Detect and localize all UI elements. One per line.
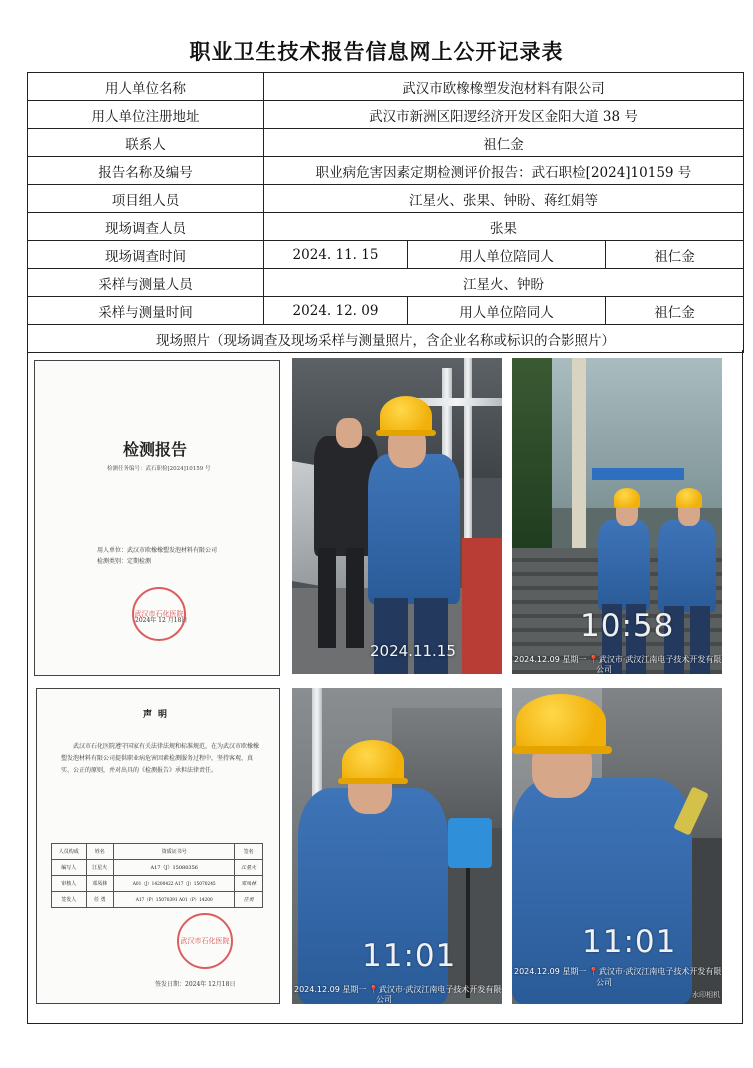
- report-cover-photo: [34, 360, 280, 676]
- signature-cell: 任勇: [235, 892, 263, 908]
- cover-stamp-text: 武汉市石化医院: [134, 610, 184, 618]
- row-report: [28, 157, 744, 185]
- table-cell: 任 勇: [86, 892, 114, 908]
- row-photos-header: [28, 325, 744, 353]
- declaration-table-header: [52, 844, 263, 860]
- sampling-photo-2: [512, 688, 722, 1004]
- label-survey-staff: 现场调查人员: [28, 213, 264, 241]
- cover-stamp: [132, 587, 186, 641]
- sampling-photo-1-stamp: [294, 984, 501, 995]
- declaration-header-sign: 签名: [235, 844, 263, 860]
- value-sampling-companion: 祖仁金: [606, 297, 744, 325]
- declaration-table: [51, 843, 263, 908]
- sampling-photo-2-stamp: [514, 966, 721, 977]
- survey-photo: [292, 358, 502, 674]
- row-sampling-staff: [28, 269, 744, 297]
- value-contact: 祖仁金: [264, 129, 744, 157]
- value-report: 职业病危害因素定期检测评价报告：武石职检[2024]10159 号: [264, 157, 744, 185]
- sampling-photo-1-date: 2024.12.09: [294, 985, 340, 994]
- declaration-stamp-text: 武汉市石化医院: [180, 937, 230, 945]
- label-sampling-time: 采样与测量时间: [28, 297, 264, 325]
- cover-employer: 用人单位：武汉市欧橡橡塑发泡材料有限公司: [97, 547, 218, 554]
- table-cell: 编写人: [52, 860, 87, 876]
- group-photo-time: 10:58: [580, 608, 675, 644]
- location-pin-icon: 📍: [368, 985, 379, 994]
- sampling-photo-2-weekday: 星期一: [562, 967, 587, 976]
- photos-header: 现场照片（现场调查及现场采样与测量照片，含企业名称或标识的合影照片）: [28, 325, 744, 353]
- sampling-photo-1-location: 武汉市·武汉江南电子技术开发有限: [378, 985, 502, 994]
- value-survey-time: 2024. 11. 15: [264, 241, 408, 269]
- label-team: 项目组人员: [28, 185, 264, 213]
- page-title: 职业卫生技术报告信息网上公开记录表: [189, 40, 564, 64]
- signature-cell: 江星火: [235, 860, 263, 876]
- sampling-photo-2-date: 2024.12.09: [514, 967, 560, 976]
- table-row: [52, 860, 263, 876]
- value-sampling-time: 2024. 12. 09: [264, 297, 408, 325]
- table-cell: A01（J）14200422 A17（J）15070245: [114, 876, 235, 892]
- table-cell: 邓凤林: [86, 876, 114, 892]
- sampling-photo-2-time: 11:01: [582, 924, 677, 960]
- label-employer-address: 用人单位注册地址: [28, 101, 264, 129]
- cover-title: 检测报告: [123, 440, 188, 459]
- table-row: [52, 876, 263, 892]
- row-team: [28, 185, 744, 213]
- sampling-photo-1-location2: 公司: [376, 995, 392, 1004]
- group-photo-date: 2024.12.09: [514, 655, 560, 664]
- value-employer-address: 武汉市新洲区阳逻经济开发区金阳大道 38 号: [264, 101, 744, 129]
- declaration-text: 武汉市石化医院遵守国家有关法律法规和标准规范，在为武汉市欧橡橡塑发泡材料有限公司提供职业病危害因素检测服务过程中，坚持客观、真实、公正的原则，并对出具的《检测报告》承担法律责任。: [61, 743, 260, 774]
- label-sampling-staff: 采样与测量人员: [28, 269, 264, 297]
- sampling-photo-1: [292, 688, 502, 1004]
- table-cell: 审核人: [52, 876, 87, 892]
- value-employer-name: 武汉市欧橡橡塑发泡材料有限公司: [264, 73, 744, 101]
- sampling-photo-1-time: 11:01: [362, 938, 457, 974]
- row-employer-name: [28, 73, 744, 101]
- group-photo-location: 武汉市·武汉江南电子技术开发有限: [598, 655, 722, 664]
- cover-type: 检测类别：定期检测: [97, 558, 152, 565]
- declaration-date: 签发日期：2024年 12月18日: [155, 981, 236, 988]
- sampling-photo-2-location: 武汉市·武汉江南电子技术开发有限: [598, 967, 722, 976]
- group-photo-stamp: [514, 654, 721, 665]
- table-row: [52, 892, 263, 908]
- record-table: [27, 72, 744, 353]
- table-cell: A17（P）15070391 A01（P）14200: [114, 892, 235, 908]
- declaration-title: 声明: [142, 710, 173, 720]
- table-cell: 江星火: [86, 860, 114, 876]
- cover-number: 检测任务编号：武石职检[2024]10159 号: [107, 466, 211, 472]
- label-contact: 联系人: [28, 129, 264, 157]
- label-survey-companion: 用人单位陪同人: [408, 241, 606, 269]
- label-employer-name: 用人单位名称: [28, 73, 264, 101]
- sampling-photo-2-location2: 公司: [596, 978, 612, 987]
- value-survey-companion: 祖仁金: [606, 241, 744, 269]
- row-sampling-time: [28, 297, 744, 325]
- label-report: 报告名称及编号: [28, 157, 264, 185]
- watermark-camera-label: 水印相机: [692, 991, 720, 999]
- survey-photo-date: 2024.11.15: [370, 642, 456, 660]
- signature-cell: 邓凤林: [235, 876, 263, 892]
- value-team: 江星火、张果、钟盼、蒋红娟等: [264, 185, 744, 213]
- sampling-photo-1-weekday: 星期一: [342, 985, 367, 994]
- label-sampling-companion: 用人单位陪同人: [408, 297, 606, 325]
- table-cell: A17（J）15080356: [114, 860, 235, 876]
- location-pin-icon: 📍: [588, 655, 599, 664]
- row-survey-time: [28, 241, 744, 269]
- cover-date: 2024年 12 月18日: [135, 617, 188, 624]
- table-cell: 签发人: [52, 892, 87, 908]
- declaration-stamp: [177, 913, 233, 969]
- declaration-photo: [36, 688, 280, 1004]
- value-survey-staff: 张果: [264, 213, 744, 241]
- declaration-header-role: 人员构成: [52, 844, 87, 860]
- group-photo: [512, 358, 722, 674]
- declaration-header-cert: 资质证书号: [114, 844, 235, 860]
- location-pin-icon: 📍: [588, 967, 599, 976]
- declaration-header-name: 姓名: [86, 844, 114, 860]
- label-survey-time: 现场调查时间: [28, 241, 264, 269]
- row-employer-address: [28, 101, 744, 129]
- group-photo-weekday: 星期一: [562, 655, 587, 664]
- group-photo-location2: 公司: [596, 665, 612, 674]
- row-survey-staff: [28, 213, 744, 241]
- value-sampling-staff: 江星火、钟盼: [264, 269, 744, 297]
- row-contact: [28, 129, 744, 157]
